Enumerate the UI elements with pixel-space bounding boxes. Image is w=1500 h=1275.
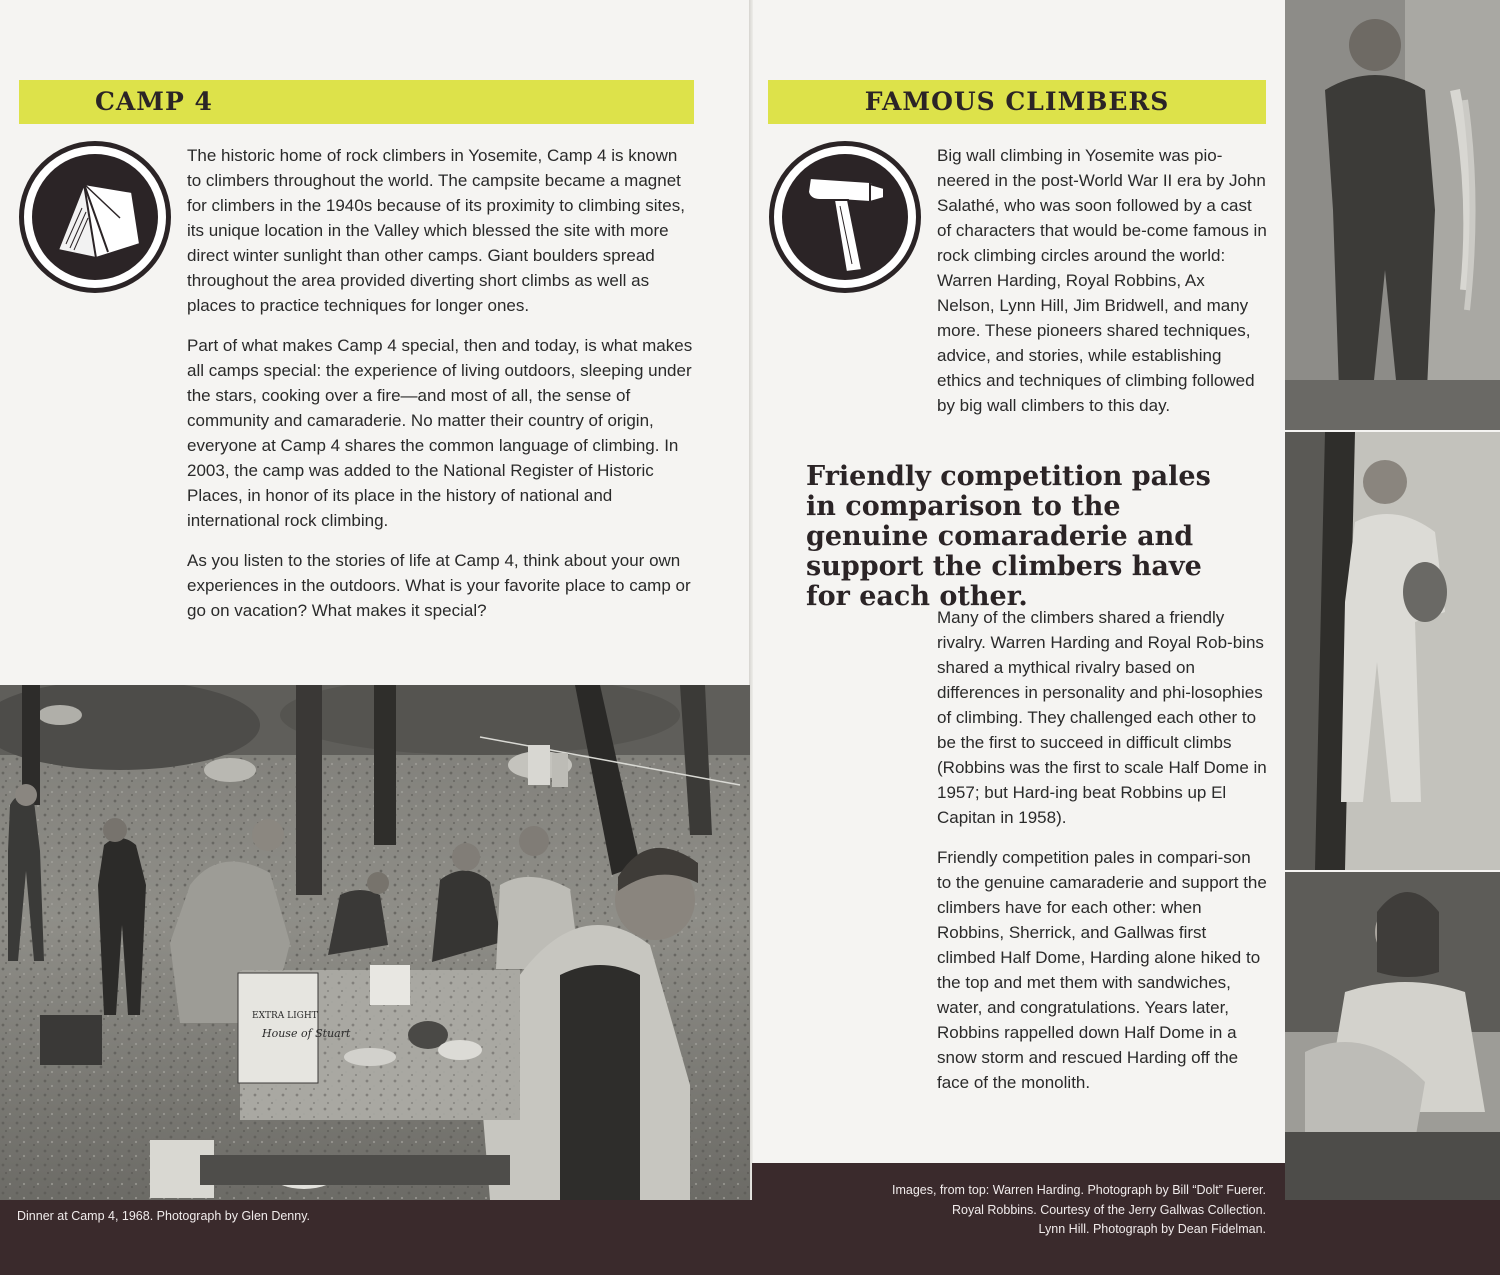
climbers-photo-caption xyxy=(892,1181,1266,1240)
camp4-photo-caption: Dinner at Camp 4, 1968. Photograph by Glen Denny. xyxy=(17,1209,310,1223)
warren-harding-photo xyxy=(1285,0,1500,430)
camp4-banner xyxy=(19,80,694,124)
famous-climbers-intro xyxy=(937,143,1267,433)
hammer-icon xyxy=(774,146,916,288)
box-label-1: EXTRA LIGHT xyxy=(252,1011,318,1021)
rivalry-paragraph-1: Many of the climbers shared a friendly rivalry. Warren Harding and Royal Rob-bins shared a mythical rivalry based on differences in personality and phi-losophies of climbing. They challenged each other to be the first to succeed in difficult climbs (Robbins was the first to scale Half Dome in 1957; but Hard-ing beat Robbins up El Capitan in 1958). xyxy=(937,608,1267,827)
famous-climbers-banner xyxy=(768,80,1266,124)
camp4-paragraph-3: As you listen to the stories of life at Camp 4, think about your own experiences in the outdoors. What is your favorite place to camp or go on vacation? What makes it special? xyxy=(187,551,691,620)
pull-quote: Friendly competition pales in comparison to the genuine comaraderie and support the climbers have for each other. xyxy=(806,461,1211,612)
lynn-hill-photo xyxy=(1285,872,1500,1200)
camp4-title: CAMP 4 xyxy=(95,87,213,116)
hammer-badge xyxy=(769,141,921,293)
camp4-body xyxy=(187,143,695,638)
camp4-paragraph-1: The historic home of rock climbers in Yosemite, Camp 4 is known to climbers throughout the world. The campsite became a magnet for climbers in the 1940s because of its proximity to climbing sites, its unique location in the Valley which blessed the site with more direct winter sunlight than other camps. Giant boulders spread throughout the area provided diverting short climbs as well as places to practice techniques for longer ones. xyxy=(187,146,685,315)
camp4-dinner-photo xyxy=(0,685,750,1200)
famous-climbers-title: FAMOUS CLIMBERS xyxy=(864,87,1170,116)
caption-line-1: Images, from top: Warren Harding. Photograph by Bill “Dolt” Fuerer. xyxy=(892,1183,1266,1197)
royal-robbins-photo xyxy=(1285,432,1500,870)
right-caption-bar xyxy=(752,1183,1500,1275)
rivalry-body xyxy=(937,605,1269,1110)
left-caption-bar xyxy=(0,1200,752,1275)
caption-line-3: Lynn Hill. Photograph by Dean Fidelman. xyxy=(1038,1222,1266,1236)
rivalry-paragraph-2: Friendly competition pales in compari-son to the genuine camaraderie and support the climbers have for each other: when Robbins, Sherrick, and Gallwas first climbed Half Dome, Harding alone hiked to the top and met them with sandwiches, water, and congratulations. Years later, Robbins rappelled down Half Dome in a snow storm and rescued Harding off the face of the monolith. xyxy=(937,848,1267,1092)
caption-line-2: Royal Robbins. Courtesy of the Jerry Gallwas Collection. xyxy=(951,1202,1266,1217)
tent-icon xyxy=(24,146,166,288)
famous-climbers-intro-paragraph: Big wall climbing in Yosemite was pio-neered in the post-World War II era by John Salathé, who was soon followed by a cast of characters that would be-come famous in rock climbing circles around the world: Warren Harding, Royal Robbins, Ax Nelson, Lynn Hill, Jim Bridwell, and many more. These pioneers shared techniques, advice, and stories, while establishing ethics and techniques of climbing followed by big wall climbers to this day. xyxy=(937,146,1267,415)
box-label-2: House of Stuart xyxy=(262,1027,351,1040)
tent-badge xyxy=(19,141,171,293)
camp4-paragraph-2: Part of what makes Camp 4 special, then and today, is what makes all camps special: the experience of living outdoors, sleeping under the stars, cooking over a fire—and most of all, the sense of community and camaraderie. No matter their country of origin, everyone at Camp 4 shares the common language of climbing. In 2003, the camp was added to the National Register of Historic Places, in honor of its place in the history of national and international rock climbing. xyxy=(187,336,693,530)
